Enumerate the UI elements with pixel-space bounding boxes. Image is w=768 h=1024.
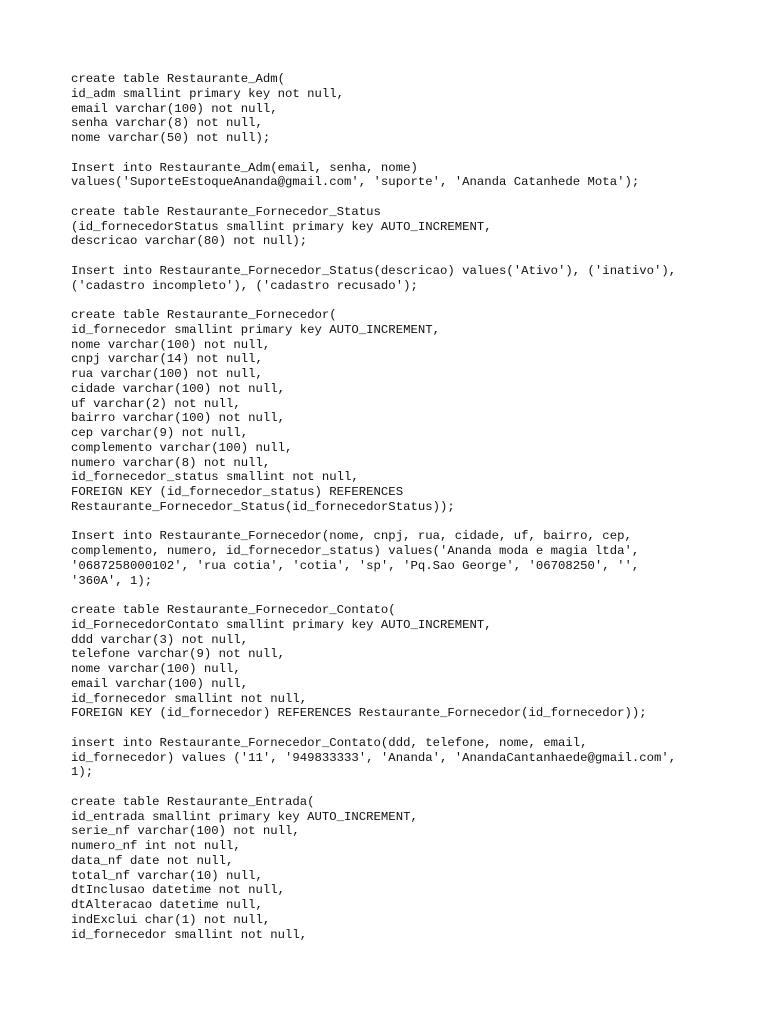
code-line: numero varchar(8) not null, [71, 455, 271, 470]
code-line: email varchar(100) null, [71, 676, 249, 691]
code-line: ('cadastro incompleto'), ('cadastro recusado'); [71, 278, 418, 293]
blank-line [71, 780, 721, 795]
sql-statement [71, 795, 721, 943]
code-line: complemento varchar(100) null, [71, 440, 293, 455]
code-line: bairro varchar(100) not null, [71, 411, 286, 426]
code-line: create table Restaurante_Entrada( [71, 794, 315, 809]
blank-line [71, 146, 721, 161]
blank-line [71, 515, 721, 530]
code-line: telefone varchar(9) not null, [71, 647, 286, 662]
blank-line [71, 588, 721, 603]
code-line: Insert into Restaurante_Fornecedor(nome, cnpj, rua, cidade, uf, bairro, cep, [71, 529, 632, 544]
code-line: Insert into Restaurante_Fornecedor_Status(descricao) values('Ativo'), ('inativo'), [71, 263, 677, 278]
sql-statement [71, 308, 721, 515]
code-line: create table Restaurante_Fornecedor_Contato( [71, 603, 396, 617]
code-line: id_fornecedor_status smallint not null, [71, 470, 359, 485]
code-line: cep varchar(9) not null, [71, 426, 249, 440]
code-line: create table Restaurante_Fornecedor_Status [71, 204, 381, 219]
code-line: values('SuporteEstoqueAnanda@gmail.com', 'suporte', 'Ananda Catanhede Mota'); [71, 175, 640, 190]
code-line: create table Restaurante_Fornecedor( [71, 308, 337, 322]
code-line: create table Restaurante_Adm( [71, 72, 286, 86]
code-line: nome varchar(50) not null); [71, 131, 271, 145]
sql-statement [71, 264, 721, 294]
code-line: '0687258000102', 'rua cotia', 'cotia', 'sp', 'Pq.Sao George', '06708250', '', [71, 558, 640, 573]
code-line: FOREIGN KEY (id_fornecedor) REFERENCES Restaurante_Fornecedor(id_fornecedor)); [71, 706, 647, 721]
blank-line [71, 721, 721, 736]
sql-statement [71, 205, 721, 249]
sql-statement [71, 161, 721, 191]
code-line: email varchar(100) not null, [71, 101, 278, 116]
blank-line [71, 293, 721, 308]
code-line: complemento, numero, id_fornecedor_status) values('Ananda moda e magia ltda', [71, 544, 640, 558]
code-line: numero_nf int not null, [71, 839, 241, 853]
blank-line [71, 249, 721, 264]
code-line: insert into Restaurante_Fornecedor_Contato(ddd, telefone, nome, email, [71, 735, 588, 750]
sql-statement [71, 603, 721, 721]
code-line: '360A', 1); [71, 573, 153, 588]
code-line: FOREIGN KEY (id_fornecedor_status) REFERENCES [71, 485, 404, 499]
code-line: senha varchar(8) not null, [71, 116, 263, 131]
code-line: id_fornecedor smallint primary key AUTO_INCREMENT, [71, 322, 440, 337]
code-line: descricao varchar(80) not null); [71, 234, 308, 249]
code-line: cnpj varchar(14) not null, [71, 352, 263, 367]
code-line: id_FornecedorContato smallint primary key AUTO_INCREMENT, [71, 617, 492, 632]
code-line: nome varchar(100) not null, [71, 337, 271, 352]
code-line: data_nf date not null, [71, 853, 234, 868]
sql-statement [71, 736, 721, 780]
code-line: nome varchar(100) null, [71, 662, 241, 676]
code-line: indExclui char(1) not null, [71, 912, 271, 927]
sql-statement [71, 72, 721, 146]
code-line: serie_nf varchar(100) not null, [71, 824, 300, 839]
code-line: dtInclusao datetime not null, [71, 883, 286, 898]
code-line: uf varchar(2) not null, [71, 396, 241, 411]
code-line: id_adm smallint primary key not null, [71, 86, 345, 101]
code-line: id_entrada smallint primary key AUTO_INCREMENT, [71, 809, 418, 824]
code-line: id_fornecedor) values ('11', '949833333', 'Ananda', 'AnandaCantanhaede@gmail.com', [71, 750, 677, 765]
code-line: dtAlteracao datetime null, [71, 898, 263, 912]
sql-statement [71, 529, 721, 588]
code-line: id_fornecedor smallint not null, [71, 691, 308, 706]
code-line: Restaurante_Fornecedor_Status(id_fornecedorStatus)); [71, 499, 455, 514]
code-line: rua varchar(100) not null, [71, 367, 263, 381]
code-line: 1); [71, 765, 94, 780]
blank-line [71, 190, 721, 205]
code-line: id_fornecedor smallint not null, [71, 927, 308, 942]
code-line: (id_fornecedorStatus smallint primary key AUTO_INCREMENT, [71, 219, 492, 234]
code-line: total_nf varchar(10) null, [71, 868, 263, 883]
code-line: cidade varchar(100) not null, [71, 381, 286, 396]
code-line: ddd varchar(3) not null, [71, 632, 249, 647]
sql-script [71, 72, 721, 942]
code-line: Insert into Restaurante_Adm(email, senha, nome) [71, 160, 418, 175]
